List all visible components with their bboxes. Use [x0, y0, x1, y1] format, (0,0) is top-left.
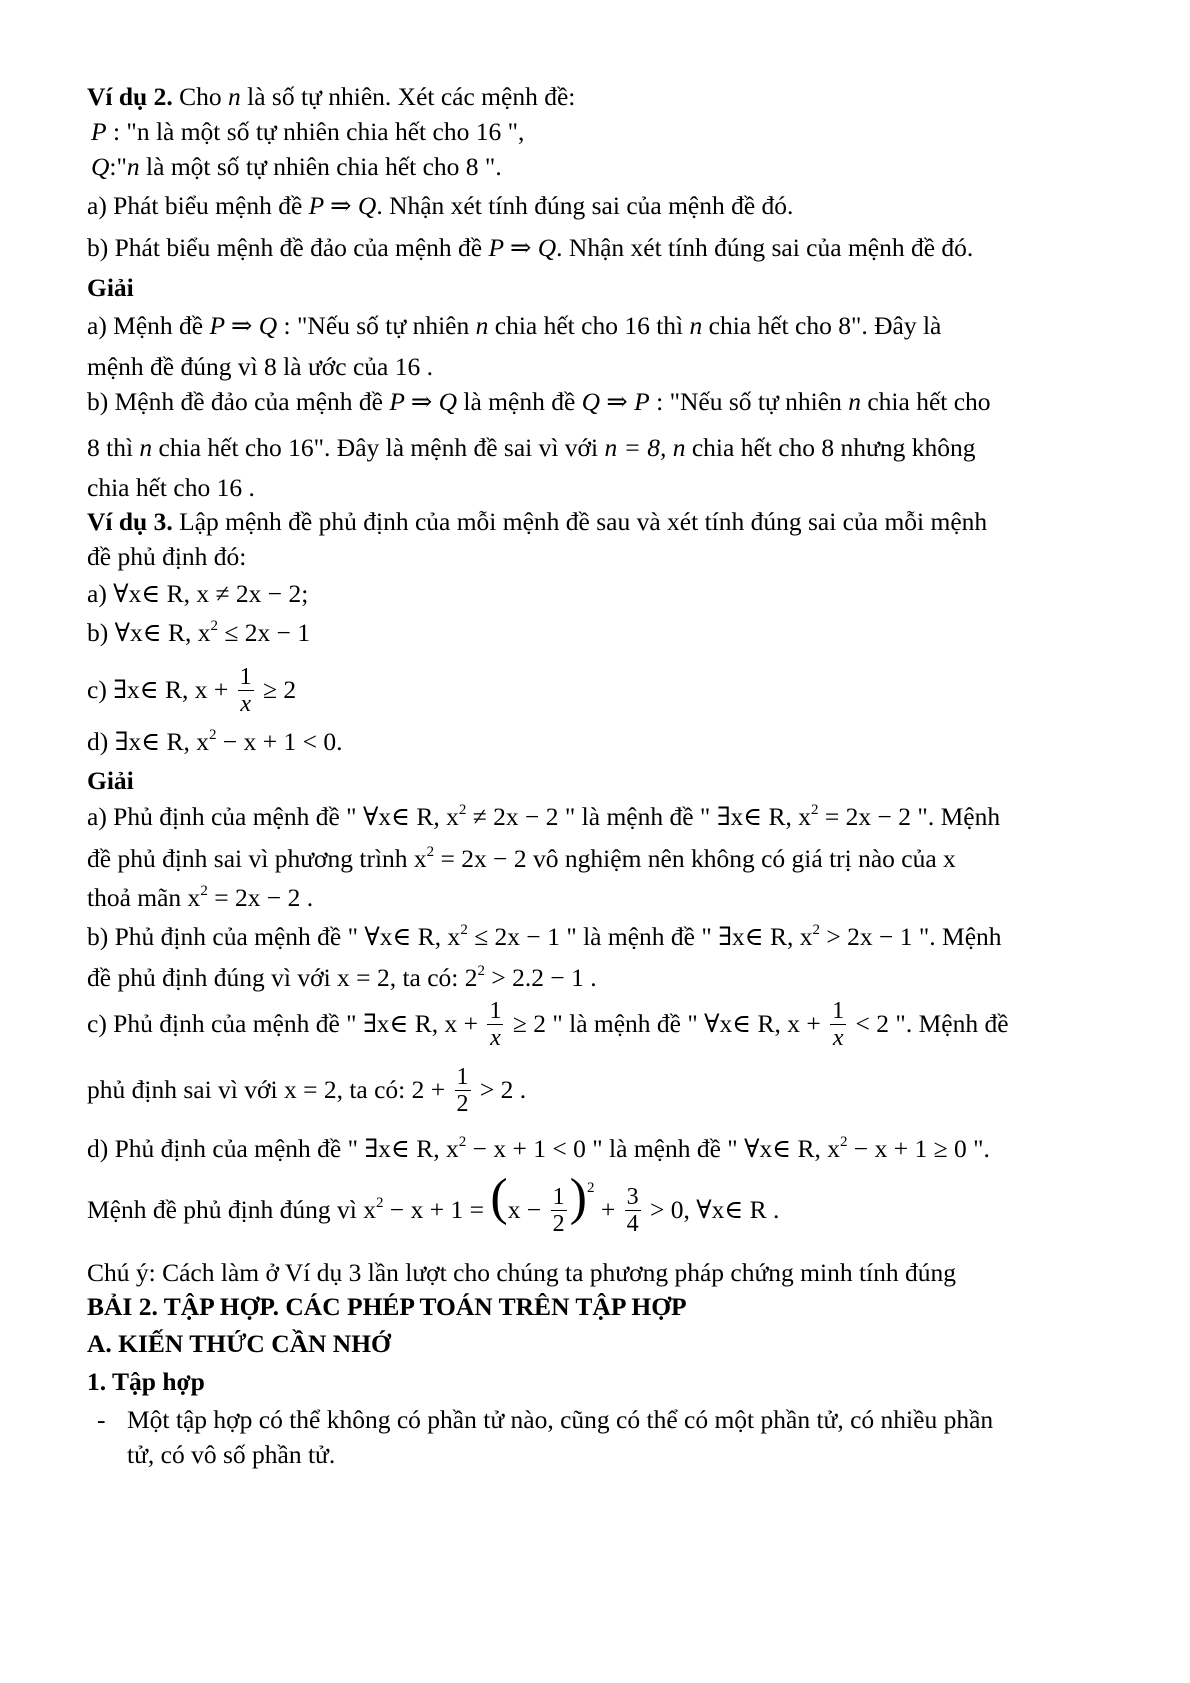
- fraction-1-over-2: $\frac{1}{2}$: [456, 1063, 469, 1117]
- bullet-item-continuation: tử, có vô số phần tử.: [127, 1440, 336, 1469]
- bullet-dash: -: [97, 1405, 106, 1434]
- solution-2-b-line2: 8 thì n chia hết cho 16". Đây là mệnh đề sai vì với n = 8, n chia hết cho 8 nhưng không: [87, 433, 976, 462]
- solution-3-b-line2: đề phủ định đúng vì với x = 2, ta có: $2^2 > 2.2 - 1$ .: [87, 963, 597, 992]
- example-3-intro: Ví dụ 3. Lập mệnh đề phủ định của mỗi mệnh đề sau và xét tính đúng sai của mỗi mệnh: [87, 507, 988, 536]
- solution-2-a-line2: mệnh đề đúng vì 8 là ước của 16 .: [87, 352, 433, 381]
- solution-2-heading: Giải: [87, 273, 134, 302]
- fraction-3-over-4: $\frac{3}{4}$: [626, 1183, 639, 1237]
- note: Chú ý: Cách làm ở Ví dụ 3 lần lượt cho chúng ta phương pháp chứng minh tính đúng: [87, 1258, 957, 1287]
- solution-3-heading: Giải: [87, 766, 134, 795]
- example-3-title: Ví dụ 3.: [87, 507, 173, 536]
- proposition-p: P : "n là một số tự nhiên chia hết cho 16 ",: [91, 117, 525, 146]
- solution-3-c-line1: c) Phủ định của mệnh đề " ∃x∈ R, x + $\frac{1}{x}$ ≥ 2 " là mệnh đề " ∀x∈ R, x + $\frac{1}{x}$ < 2 ". Mệnh đề: [87, 997, 1009, 1051]
- left-paren: (: [490, 1169, 508, 1226]
- solution-3-c-line2: phủ định sai vì với x = 2, ta có: 2 + $\frac{1}{2}$ > 2 .: [87, 1063, 527, 1117]
- solution-3-d-line1: d) Phủ định của mệnh đề " ∃x∈ R, $x^2 - x + 1 < 0$ " là mệnh đề " ∀x∈ R, $x^2 - x + 1 \ge 0$ ".: [87, 1134, 990, 1163]
- example-3-intro-line2: đề phủ định đó:: [87, 542, 247, 571]
- fraction-1-over-x: $\frac{1}{x}$: [832, 997, 845, 1051]
- solution-2-a-line1: a) Mệnh đề P ⇒ Q : "Nếu số tự nhiên n chia hết cho 16 thì n chia hết cho 8". Đây là: [87, 311, 942, 340]
- solution-3-b-line1: b) Phủ định của mệnh đề " ∀x∈ R, $x^2 \le 2x - 1$ " là mệnh đề " ∃x∈ R, $x^2 > 2x - 1$ ". Mệnh: [87, 922, 1002, 951]
- fraction-1-over-x: $\frac{1}{x}$: [489, 997, 502, 1051]
- example-3-item-b: b) ∀x∈ R, $x^2 \le 2x - 1$: [87, 618, 311, 647]
- solution-3-a-line1: a) Phủ định của mệnh đề " ∀x∈ R, $x^2 \ne 2x - 2$ " là mệnh đề " ∃x∈ R, $x^2 = 2x - 2$ ". Mệnh: [87, 802, 1001, 831]
- right-paren: ): [569, 1169, 587, 1226]
- example-3-item-d: d) ∃x∈ R, $x^2 - x + 1 < 0$.: [87, 727, 343, 756]
- lesson-title: BẢI 2. TẬP HỢP. CÁC PHÉP TOÁN TRÊN TẬP HỢP: [87, 1292, 687, 1321]
- proposition-q: Q:"n là một số tự nhiên chia hết cho 8 ".: [91, 152, 502, 181]
- bullet-item: - Một tập hợp có thể không có phần tử nào, cũng có thể có một phần tử, có nhiều phần: [87, 1403, 1117, 1437]
- solution-2-b-line1: b) Mệnh đề đảo của mệnh đề P ⇒ Q là mệnh đề Q ⇒ P : "Nếu số tự nhiên n chia hết cho: [87, 387, 991, 416]
- solution-2-b-line3: chia hết cho 16 .: [87, 473, 255, 502]
- question-b: b) Phát biểu mệnh đề đảo của mệnh đề P ⇒ Q. Nhận xét tính đúng sai của mệnh đề đó.: [87, 233, 974, 262]
- question-a: a) Phát biểu mệnh đề P ⇒ Q. Nhận xét tính đúng sai của mệnh đề đó.: [87, 191, 794, 220]
- solution-3-a-line3: thoả mãn $x^2 = 2x - 2$ .: [87, 883, 314, 912]
- subsection-heading: 1. Tập hợp: [87, 1367, 205, 1396]
- example-2-intro: Ví dụ 2. Cho n là số tự nhiên. Xét các mệnh đề:: [87, 82, 576, 111]
- solution-3-d-line2: Mệnh đề phủ định đúng vì $x^2 - x + 1 = (x$ − $\frac{1}{2}$ )$^2$ + $\frac{3}{4}$ > 0, ∀x∈ R .: [87, 1169, 780, 1237]
- example-3-item-c: c) ∃x∈ R, x + $\frac{1}{x}$ ≥ 2: [87, 663, 297, 717]
- example-2-title: Ví dụ 2.: [87, 82, 173, 111]
- fraction-1-over-x: $\frac{1}{x}$: [239, 663, 252, 717]
- fraction-1-over-2: $\frac{1}{2}$: [552, 1183, 565, 1237]
- solution-3-a-line2: đề phủ định sai vì phương trình $x^2 = 2x - 2$ vô nghiệm nên không có giá trị nào của x: [87, 844, 956, 873]
- section-heading: A. KIẾN THỨC CẦN NHỚ: [87, 1329, 391, 1358]
- example-3-item-a: a) ∀x∈ R, x ≠ 2x − 2;: [87, 579, 309, 608]
